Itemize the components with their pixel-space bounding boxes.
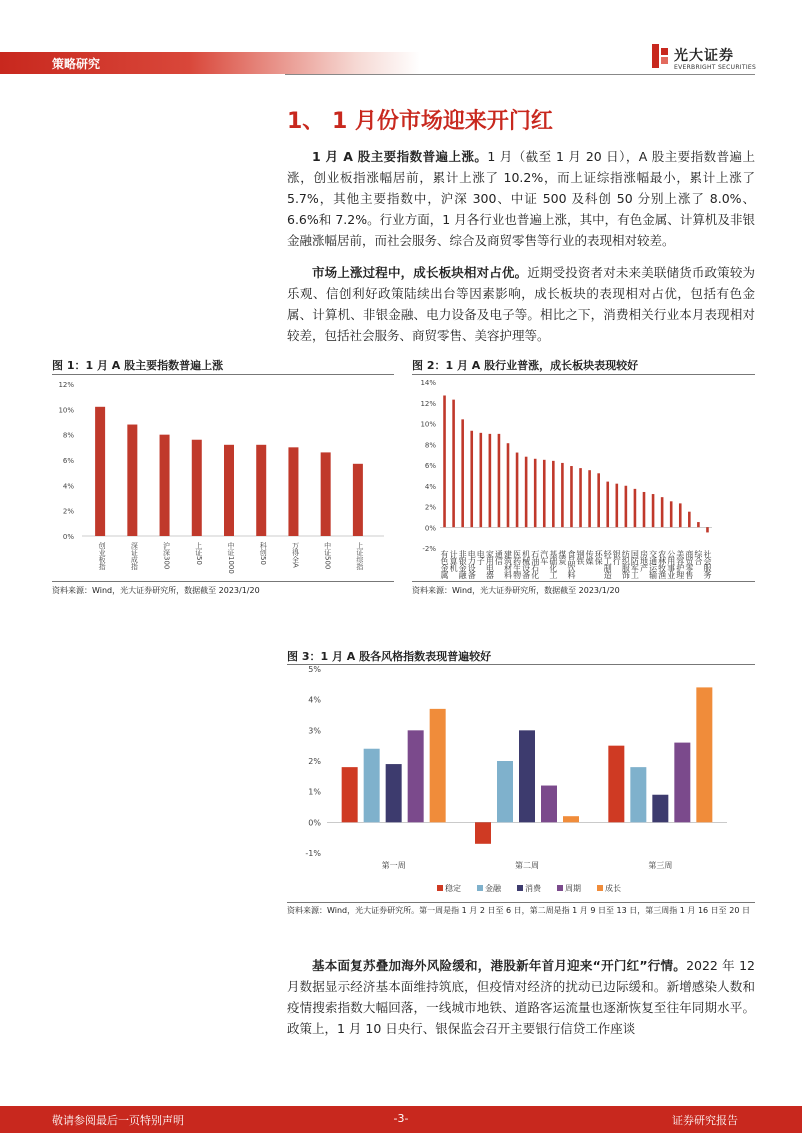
x-tick-label: 有色金属	[440, 550, 450, 578]
figure-1-title: 图 1：1 月 A 股主要指数普遍上涨	[52, 359, 224, 372]
bar	[606, 482, 609, 528]
legend-swatch	[477, 885, 483, 891]
bar-周期	[541, 786, 557, 823]
bar	[525, 457, 528, 528]
legend-swatch	[437, 885, 443, 891]
brand-logo-icon	[652, 44, 670, 68]
figure-2-source: 资料来源：Wind，光大证券研究所，数据截至 2023/1/20	[412, 586, 620, 595]
y-tick-label: 12%	[58, 381, 74, 389]
bar	[543, 460, 546, 527]
y-tick-label: 12%	[420, 399, 436, 408]
legend-swatch	[557, 885, 563, 891]
x-tick-label: 商贸零售	[684, 550, 694, 578]
bar-稳定	[475, 822, 491, 843]
x-tick-label: 公用事业	[666, 550, 676, 578]
x-tick-label: 石油石化	[530, 550, 540, 578]
header-rule	[285, 74, 755, 75]
bar	[127, 425, 137, 536]
paragraph-2-lead: 市场上涨过程中，成长板块相对占优。	[312, 265, 528, 280]
bar-金融	[497, 761, 513, 822]
x-tick-label: 食品饮料	[566, 550, 576, 578]
x-tick-label: 电力设备	[467, 550, 477, 578]
x-tick-label: 银行	[612, 550, 622, 564]
x-tick-label: 第三周	[648, 861, 673, 870]
bar	[498, 434, 501, 527]
x-tick-label: 农林牧渔	[657, 550, 667, 578]
bar	[534, 459, 537, 527]
section-label: 策略研究	[52, 57, 101, 71]
footer-disclaimer-link[interactable]: 敬请参阅最后一页特别声明	[52, 1114, 184, 1127]
bar-周期	[674, 743, 690, 823]
bar	[461, 419, 464, 527]
legend-label: 金融	[485, 884, 501, 893]
bar	[160, 435, 170, 536]
bar	[480, 433, 483, 527]
bar	[688, 512, 691, 528]
brand-name-en: EVERBRIGHT SECURITIES	[674, 64, 757, 71]
bar-金融	[364, 749, 380, 823]
x-tick-label: 综合	[693, 550, 703, 564]
bar	[661, 497, 664, 527]
y-tick-label: 14%	[420, 379, 436, 387]
bar-成长	[430, 709, 446, 822]
figure-3-title: 图 3：1 月 A 股各风格指数表现普遍较好	[287, 650, 492, 663]
bar	[706, 527, 709, 532]
y-tick-label: -1%	[305, 849, 321, 858]
x-tick-label: 钢铁	[576, 550, 586, 564]
bar	[470, 431, 473, 527]
y-tick-label: 0%	[62, 533, 74, 541]
bar-周期	[408, 730, 424, 822]
bar	[570, 466, 573, 527]
bar	[561, 463, 564, 527]
bar	[597, 473, 600, 527]
y-tick-label: 6%	[62, 457, 74, 465]
x-tick-label: 计算机	[449, 550, 459, 571]
x-tick-label: 美容护理	[675, 550, 685, 578]
bar	[507, 443, 510, 527]
x-tick-label: 交通运输	[648, 550, 658, 578]
bar	[552, 461, 555, 527]
x-tick-label: 国防军工	[630, 550, 640, 578]
bar	[516, 453, 519, 528]
x-tick-label: 中证1000	[227, 542, 235, 574]
bar	[224, 445, 234, 536]
x-tick-label: 家用电器	[485, 550, 495, 578]
figure-3-rule-bottom	[287, 902, 755, 903]
bar	[256, 445, 266, 536]
brand-name: 光大证券	[674, 48, 734, 64]
figure-2-title: 图 2：1 月 A 股行业普涨，成长板块表现较好	[412, 359, 639, 372]
y-tick-label: 8%	[424, 441, 436, 450]
legend-label: 周期	[565, 884, 581, 893]
bar	[443, 395, 446, 527]
figure-2-rule-bottom	[412, 581, 755, 582]
x-tick-label: 煤炭	[557, 550, 567, 564]
bar	[579, 468, 582, 527]
y-tick-label: 0%	[424, 524, 436, 533]
y-tick-label: 5%	[308, 665, 321, 674]
bar	[452, 400, 455, 528]
paragraph-2	[287, 262, 755, 346]
figure-2-chart	[412, 376, 755, 580]
bar	[652, 494, 655, 527]
paragraph-3	[287, 955, 755, 1039]
y-tick-label: 4%	[308, 695, 321, 705]
x-tick-label: 万得全A	[291, 542, 300, 568]
figure-1-source: 资料来源：Wind，光大证券研究所，数据截至 2023/1/20	[52, 586, 260, 595]
y-tick-label: 10%	[58, 406, 74, 415]
bar-稳定	[342, 767, 358, 822]
bar	[634, 489, 637, 527]
x-tick-label: 传媒	[585, 550, 595, 564]
bar	[192, 440, 202, 536]
bar-稳定	[608, 746, 624, 823]
bar-成长	[563, 816, 579, 822]
x-tick-label: 上证50	[194, 542, 203, 565]
legend-label: 消费	[525, 884, 541, 893]
bar	[353, 464, 363, 536]
y-tick-label: 2%	[308, 757, 321, 766]
bar-成长	[696, 687, 712, 822]
y-tick-label: 0%	[308, 818, 321, 828]
y-tick-label: 6%	[424, 462, 436, 470]
bar-消费	[519, 730, 535, 822]
bar	[321, 452, 331, 536]
figure-2-rule-top	[412, 374, 755, 375]
paragraph-1-body: 1 月（截至 1 月 20 日），A 股主要指数普遍上涨，创业板指涨幅居前，累计上涨了 10.2%，而上证综指涨幅最小，累计上涨了 5.7%，其他主要指数中，沪深 300、中证 500 及科创 50 分别上涨了 8.0%、6.6%和 7.2%。行业方面，1 月各行业也普遍上涨，其中，有色金属、计算机及非银金融涨幅居前，而社会服务、综合及商贸零售等行业的表现相对较差。	[287, 149, 755, 248]
x-tick-label: 非银金融	[458, 550, 468, 578]
paragraph-3-lead: 基本面复苏叠加海外风险缓和，港股新年首月迎来“开门红”行情。	[312, 958, 687, 973]
x-tick-label: 中证500	[323, 542, 332, 570]
x-tick-label: 通信	[494, 550, 504, 564]
bar	[489, 434, 492, 527]
x-tick-label: 机械设备	[521, 550, 531, 578]
x-tick-label: 创业板指	[98, 542, 107, 570]
x-tick-label: 基础化工	[548, 550, 558, 578]
x-tick-label: 科创50	[259, 542, 268, 565]
bar	[625, 486, 628, 528]
x-tick-label: 医药生物	[512, 550, 522, 578]
bar	[679, 503, 682, 527]
figure-1-chart	[52, 376, 394, 580]
paragraph-1	[287, 146, 755, 251]
x-tick-label: 汽车	[539, 550, 549, 564]
figure-1-rule-bottom	[52, 581, 394, 582]
figure-3-source: 资料来源：Wind，光大证券研究所。第一周是指 1 月 2 日至 6 日，第二周是指 1 月 9 日至 13 日，第三周指 1 月 16 日至 20 日	[287, 906, 750, 915]
x-tick-label: 纺织服饰	[621, 550, 631, 578]
footer-report-type: 证券研究报告	[672, 1114, 738, 1127]
y-tick-label: 1%	[308, 787, 321, 797]
paragraph-1-lead: 1 月 A 股主要指数普遍上涨。	[312, 149, 488, 164]
x-tick-label: 上证综指	[355, 542, 364, 570]
x-tick-label: 电子	[476, 550, 486, 564]
x-tick-label: 沪深300	[162, 542, 171, 570]
x-tick-label: 深证成指	[130, 542, 139, 570]
legend-label: 稳定	[445, 884, 461, 893]
y-tick-label: -2%	[422, 545, 436, 553]
x-tick-label: 轻工制造	[603, 550, 613, 578]
x-tick-label: 建筑材料	[503, 550, 513, 578]
bar	[670, 501, 673, 527]
bar	[643, 492, 646, 527]
figure-3-chart	[287, 665, 755, 901]
paragraph-2-body: 近期受投资者对未来美联储货币政策较为乐观、信创利好政策陆续出台等因素影响，成长板块的表现相对占优，包括有色金属、计算机、非银金融、电力设备及电子等。相比之下，消费相关行业本月表现相对较差，包括社会服务、商贸零售、美容护理等。	[287, 265, 755, 343]
bar	[616, 484, 619, 528]
y-tick-label: 2%	[62, 507, 74, 516]
bar	[95, 407, 105, 536]
x-tick-label: 第二周	[515, 861, 539, 870]
bar-消费	[386, 764, 402, 822]
section-title: 1、 1 月份市场迎来开门红	[287, 109, 553, 134]
bar-金融	[630, 767, 646, 822]
page-number: -3-	[393, 1112, 409, 1125]
x-tick-label: 房地产	[639, 550, 649, 571]
legend-label: 成长	[605, 884, 621, 893]
x-tick-label: 环保	[594, 550, 604, 564]
figure-1-rule-top	[52, 374, 394, 375]
bar-消费	[652, 795, 668, 823]
bar	[588, 470, 591, 527]
paragraph-3-body: 2022 年 12 月数据显示经济基本面维持筑底，但疫情对经济的扰动已边际缓和。新增感染人数和疫情搜索指数大幅回落，一线城市地铁、道路客运流量也逐渐恢复至往年同期水平。政策上，1 月 10 日央行、银保监会召开主要银行信贷工作座谈	[287, 958, 755, 1036]
y-tick-label: 4%	[424, 482, 436, 491]
bar	[288, 447, 298, 536]
bar	[697, 522, 700, 527]
legend-swatch	[517, 885, 523, 891]
y-tick-label: 10%	[420, 420, 436, 429]
x-tick-label: 社会服务	[702, 550, 712, 578]
x-tick-label: 第一周	[381, 861, 406, 870]
y-tick-label: 3%	[308, 726, 321, 736]
y-tick-label: 2%	[424, 503, 436, 512]
y-tick-label: 8%	[62, 431, 74, 440]
y-tick-label: 4%	[62, 482, 74, 491]
legend-swatch	[597, 885, 603, 891]
